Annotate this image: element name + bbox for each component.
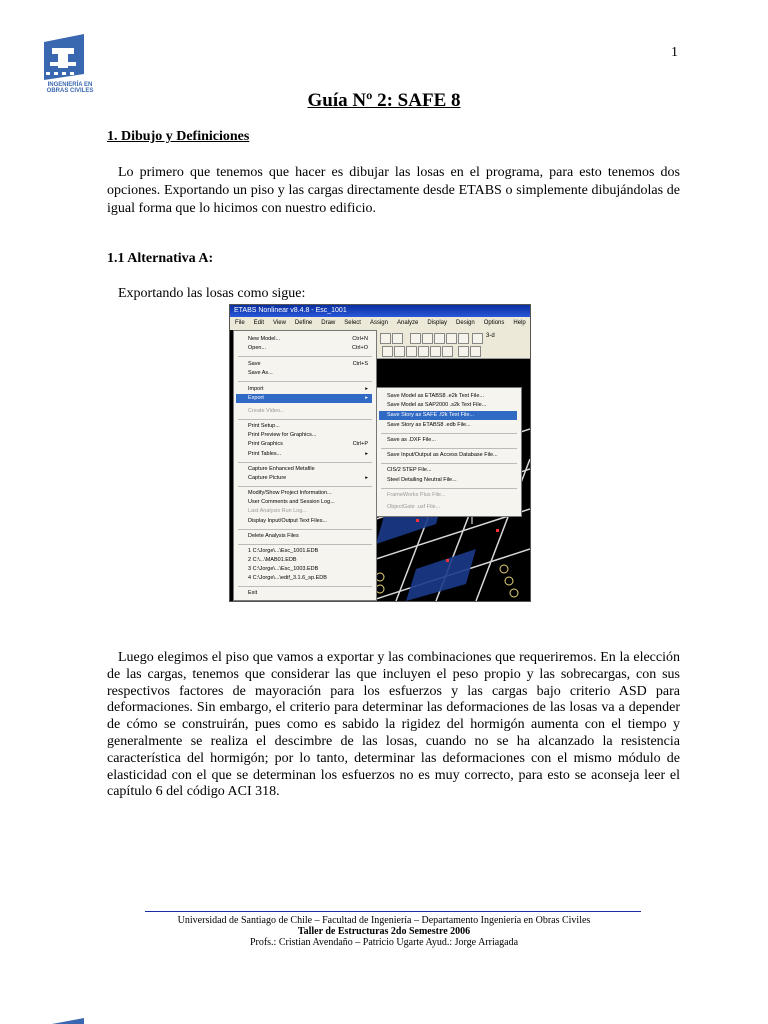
- menu-define: Define: [294, 320, 313, 326]
- export-e2k[interactable]: Save Model as ETABS8 .e2k Text File...: [387, 393, 485, 399]
- toolbar-3d-label: 3-d: [486, 333, 495, 339]
- menu-separator: [238, 381, 372, 382]
- menu-item-delete-analysis[interactable]: Delete Analysis Files: [248, 533, 299, 539]
- menu-item-save-as[interactable]: Save As...: [248, 370, 273, 376]
- menu-item-capture-metafile[interactable]: Capture Enhanced Metafile: [248, 466, 315, 472]
- page-number: 1: [671, 45, 678, 60]
- file-menu: [233, 330, 377, 601]
- zoom-icon: [410, 333, 421, 344]
- menu-item-recent-3[interactable]: 3 C:\Jorge\...\Esc_1003.EDB: [248, 566, 319, 572]
- footer-rule: [145, 911, 641, 912]
- export-objectgate[interactable]: ObjectGate .usf File...: [387, 504, 441, 510]
- menu-item-recent-1[interactable]: 1 C:\Jorge\...\Esc_1001.EDB: [248, 548, 319, 554]
- menu-separator: [238, 356, 372, 357]
- menu-separator: [238, 544, 372, 545]
- etabs-title-bar: ETABS Nonlinear v8.4.8 - Esc_1001: [230, 305, 530, 317]
- export-submenu: [376, 387, 522, 517]
- export-frameworks[interactable]: FrameWorks Plus File...: [387, 492, 446, 498]
- toolbar-button: [382, 346, 393, 357]
- toolbar-button: [380, 333, 391, 344]
- menu-item-session-log[interactable]: User Comments and Session Log...: [248, 499, 335, 505]
- next-page-logo-icon: [48, 1016, 88, 1024]
- menu-separator: [238, 462, 372, 463]
- zoom-icon: [434, 333, 445, 344]
- menu-draw: Draw: [321, 320, 336, 326]
- menu-display: Display: [427, 320, 448, 326]
- menu-separator: [238, 586, 372, 587]
- document-title: Guía Nº 2: SAFE 8: [307, 90, 461, 111]
- footer-university: Universidad de Santiago de Chile – Facultad de Ingeniería – Departamento Ingeniería en Obras Civiles: [177, 915, 591, 926]
- menu-help: Help: [513, 320, 526, 326]
- zoom-icon: [446, 333, 457, 344]
- footer-professors: Profs.: Cristian Avendaño – Patricio Ugarte Ayud.: Jorge Arriagada: [249, 937, 519, 948]
- logo-text: INGENIERÍA EN OBRAS CIVILES: [46, 82, 94, 94]
- export-dxf[interactable]: Save as .DXF File...: [387, 437, 436, 443]
- menu-separator: [238, 529, 372, 530]
- toolbar-button: [472, 333, 483, 344]
- menu-item-recent-2[interactable]: 2 C:\...\MAB01.EDB: [248, 557, 297, 563]
- menu-item-recent-4[interactable]: 4 C:\Jorge\...\edif_3.1.6_sp.EDB: [248, 575, 327, 581]
- toolbar-button: [430, 346, 441, 357]
- etabs-toolbar: [376, 330, 530, 359]
- menu-edit: Edit: [253, 320, 265, 326]
- footer-course: Taller de Estructuras 2do Semestre 2006: [297, 926, 471, 937]
- menu-item-analysis-log[interactable]: Last Analysis Run Log...: [248, 508, 308, 514]
- menu-separator: [238, 486, 372, 487]
- zoom-icon: [422, 333, 433, 344]
- export-edb[interactable]: Save Story as ETABS8 .edb File...: [387, 422, 471, 428]
- export-steel-detailing[interactable]: Steel Detailing Neutral File...: [387, 477, 457, 483]
- toolbar-button: [470, 346, 481, 357]
- toolbar-button: [418, 346, 429, 357]
- section-heading-1: 1. Dibujo y Definiciones: [107, 129, 250, 144]
- etabs-menu-bar: [230, 317, 530, 330]
- export-s2k[interactable]: Save Model as SAP2000 .s2k Text File...: [387, 402, 487, 408]
- export-cis2[interactable]: CIS/2 STEP File...: [387, 467, 432, 473]
- menu-design: Design: [456, 320, 475, 326]
- menu-view: View: [273, 320, 286, 326]
- menu-item-print-tables[interactable]: Print Tables... ▸: [248, 451, 368, 457]
- menu-item-capture-picture[interactable]: Capture Picture ▸: [248, 475, 368, 481]
- menu-separator: [381, 463, 517, 464]
- menu-separator: [381, 448, 517, 449]
- export-intro-text: Exportando las losas como sigue:: [118, 286, 306, 301]
- menu-item-save[interactable]: Save Ctrl+S: [248, 361, 368, 367]
- section-heading-1-1: 1.1 Alternativa A:: [107, 251, 214, 266]
- menu-item-print-graphics[interactable]: Print Graphics Ctrl+P: [248, 441, 368, 447]
- toolbar-button: [406, 346, 417, 357]
- export-access-db[interactable]: Save Input/Output as Access Database File...: [387, 452, 498, 458]
- menu-item-print-preview[interactable]: Print Preview for Graphics...: [248, 432, 317, 438]
- menu-item-create-video[interactable]: Create Video...: [248, 408, 285, 414]
- toolbar-button: [392, 333, 403, 344]
- menu-assign: Assign: [369, 320, 388, 326]
- export-safe-f2k[interactable]: Save Story as SAFE .f2k Text File...: [379, 411, 517, 420]
- menu-item-export[interactable]: Export ▸: [236, 394, 372, 403]
- menu-separator: [238, 419, 372, 420]
- toolbar-button: [442, 346, 453, 357]
- zoom-icon: [458, 333, 469, 344]
- menu-item-project-info[interactable]: Modify/Show Project Information...: [248, 490, 332, 496]
- etabs-screenshot: [229, 304, 531, 602]
- intro-paragraph: Lo primero que tenemos que hacer es dibujar las losas en el programa, para esto tenemos dos opciones. Exportando un piso y las cargas directamente desde ETABS o simplemente dibujándolas de igual forma que lo hicimos con nuestro edificio.: [107, 165, 680, 216]
- menu-analyze: Analyze: [396, 320, 419, 326]
- toolbar-button: [458, 346, 469, 357]
- menu-file: File: [235, 320, 245, 326]
- menu-separator: [381, 433, 517, 434]
- toolbar-button: [394, 346, 405, 357]
- menu-item-open[interactable]: Open... Ctrl+O: [248, 345, 368, 351]
- menu-select: Select: [344, 320, 361, 326]
- menu-separator: [381, 488, 517, 489]
- menu-item-exit[interactable]: Exit: [248, 590, 258, 596]
- menu-options: Options: [483, 320, 505, 326]
- menu-item-import[interactable]: Import ▸: [248, 386, 368, 392]
- body-paragraph: Luego elegimos el piso que vamos a exportar y las combinaciones que requeriremos. En la elección de las cargas, tenemos que considerar las que incluyen el peso propio y las sobrecargas, con sus respectivos factores de mayoración para los esfuerzos y las cargas bajo criterio ASD para deformaciones. Sin embargo, el criterio para determinar las deformaciones de las losas va a depender de cómo se construirán, pues como es sabido la rigidez del hormigón aumenta con el tiempo y generalmente se realiza el descimbre de las losas, cuando no se ha alcanzado la resistencia característica del hormigón; por lo tanto, determinar las deformaciones con el mismo módulo de elasticidad con el que se determinan los esfuerzos no es muy correcto, para esto se aconseja leer el capítulo 6 del código ACI 318.: [107, 650, 680, 800]
- menu-item-new-model[interactable]: New Model... Ctrl+N: [248, 336, 368, 342]
- menu-item-text-files[interactable]: Display Input/Output Text Files...: [248, 518, 328, 524]
- menu-item-print-setup[interactable]: Print Setup...: [248, 423, 280, 429]
